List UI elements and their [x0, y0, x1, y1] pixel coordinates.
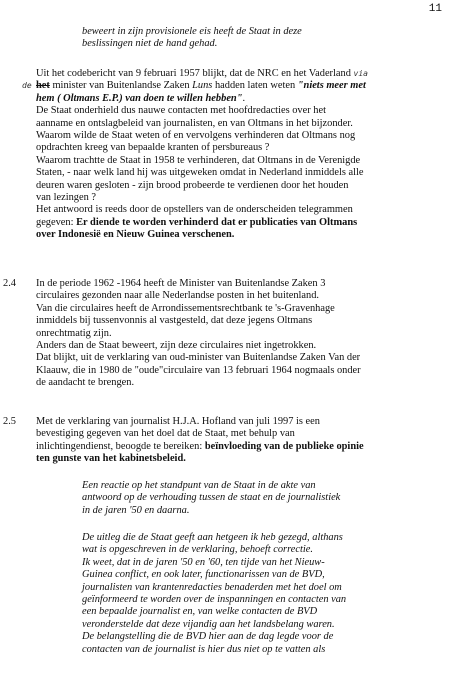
paragraph-text: hadden laten weten — [212, 80, 298, 92]
paragraph-2-4 — [36, 278, 436, 390]
paragraph-line: circulaires gezonden naar alle Nederlandse posten in het buitenland. — [36, 290, 320, 302]
intro-quote — [82, 26, 432, 51]
bold-conclusion: beïnvloeding van de publieke opinie — [204, 440, 364, 452]
quote-line: wat is opgeschreven in de verklaring, behoeft correctie. — [82, 544, 313, 556]
paragraph-line: onrechtmatig zijn. — [36, 327, 112, 339]
bold-conclusion: over Indonesië en Nieuw Guinea verschenen. — [36, 229, 235, 241]
paragraph-text: Uit het codebericht van 9 februari 1957 blijkt, dat de NRC en het Vaderland — [36, 68, 351, 79]
quote-block-statement — [82, 532, 432, 656]
section-number: 2.5 — [3, 416, 16, 427]
paragraph-line: aanname en ontslagbeleid van journalisten, en van Oltmans in het bijzonder. — [36, 117, 353, 129]
paragraph-text: . — [242, 92, 246, 104]
quote-line: antwoord op de verhouding tussen de staat en de journalistiek — [82, 492, 341, 504]
quote-line: een bepaalde journalist en, van welke contacten de BVD — [82, 606, 318, 618]
section-number: 2.4 — [3, 278, 16, 289]
handwritten-note-left: de — [22, 81, 32, 91]
paragraph-line: Staten, - naar welk land hij was uitgeweken omdat in Nederland inmiddels alle — [36, 167, 364, 179]
paragraph-line: van lezingen ? — [36, 192, 97, 204]
paragraph-line: Het antwoord is reeds door de opstellers van de onderscheiden telegrammen — [36, 204, 353, 216]
paragraph-line — [36, 93, 436, 105]
quote-line: veronderstelde dat deze vijandig aan het landsbelang waren. — [82, 618, 335, 630]
paragraph-line — [36, 441, 436, 453]
paragraph-line — [36, 68, 436, 80]
paragraph-line — [36, 217, 436, 229]
quoted-text: hem ( Oltmans E.P.) van doen te willen hebben" — [36, 92, 243, 104]
paragraph-line: Dat blijkt, uit de verklaring van oud-minister van Buitenlandse Zaken Van der — [36, 352, 361, 364]
paragraph-line: Met de verklaring van journalist H.J.A. Hofland van juli 1997 is een — [36, 416, 320, 427]
paragraph-line: opdrachten kreeg van bepaalde kranten of persbureaus ? — [36, 142, 270, 154]
bold-conclusion: Er diende te worden verhinderd dat er publicaties van Oltmans — [76, 216, 358, 228]
name-luns: Luns — [192, 80, 213, 92]
quote-line: geïnformeerd te worden over de inspanningen en contacten van — [82, 594, 347, 606]
intro-quote-line-2: beslissingen niet de hand gehad. — [82, 38, 218, 50]
paragraph-line: Klaauw, die in 1980 de "oude"circulaire van 13 februari 1964 nogmaals onder — [36, 364, 361, 376]
paragraph-codebericht — [22, 68, 436, 242]
paragraph-text: inlichtingendienst, beoogde te bereiken: — [36, 440, 205, 452]
paragraph-2-5 — [36, 416, 436, 466]
handwritten-note-right: via — [353, 69, 368, 78]
paragraph-line: De Staat onderhield dus nauwe contacten met hoofdredacties over het — [36, 105, 326, 117]
quote-block-intro — [82, 480, 432, 517]
paragraph-line — [22, 80, 436, 92]
quoted-text: "niets meer met — [297, 80, 366, 92]
paragraph-text: minister van Buitenlandse Zaken — [52, 80, 193, 92]
paragraph-line: inmiddels bij tussenvonnis al vastgesteld, dat deze jegens Oltmans — [36, 315, 313, 327]
paragraph-line: bevestiging gegeven van het doel dat de Staat, met behulp van — [36, 428, 295, 440]
quote-line: Ik weet, dat in de jaren '50 en '60, ten tijde van het Nieuw- — [82, 556, 325, 568]
quote-line: Guinea conflict, en ook later, functionarissen van de BVD, — [82, 569, 325, 581]
quote-line: De belangstelling die de BVD hier aan de dag legde voor de — [82, 631, 334, 643]
quote-line: Een reactie op het standpunt van de Staat in de akte van — [82, 480, 316, 491]
paragraph-line: Van die circulaires heeft de Arrondissementsrechtbank te 's-Gravenhage — [36, 302, 335, 314]
paragraph-line: deuren waren gesloten - zijn brood probeerde te verdienen door het houden — [36, 179, 349, 191]
paragraph-line: de aandacht te brengen. — [36, 377, 135, 389]
paragraph-line: Waarom trachtte de Staat in 1958 te verhinderen, dat Oltmans in de Verenigde — [36, 154, 361, 166]
quote-line: in de jaren '50 en daarna. — [82, 504, 190, 516]
bold-conclusion: ten gunste van het kabinetsbeleid. — [36, 453, 186, 465]
quote-line: contacten van de journalist is hier dus niet op te vatten als — [82, 643, 326, 655]
page-number: 11 — [428, 3, 442, 15]
quote-line: journalisten van krantenredacties benaderden met het doel om — [82, 581, 342, 593]
paragraph-line: Waarom wilde de Staat weten of en vervolgens verhinderen dat Oltmans nog — [36, 130, 356, 142]
quote-line: De uitleg die de Staat geeft aan hetgeen ik heb gezegd, althans — [82, 532, 343, 543]
paragraph-line: Anders dan de Staat beweert, zijn deze circulaires niet ingetrokken. — [36, 340, 317, 352]
intro-quote-line-1: beweert in zijn provisionele eis heeft de Staat in deze — [82, 26, 302, 37]
paragraph-text: gegeven: — [36, 216, 77, 228]
struck-word: het — [36, 80, 50, 92]
paragraph-line: In de periode 1962 -1964 heeft de Minister van Buitenlandse Zaken 3 — [36, 278, 326, 289]
